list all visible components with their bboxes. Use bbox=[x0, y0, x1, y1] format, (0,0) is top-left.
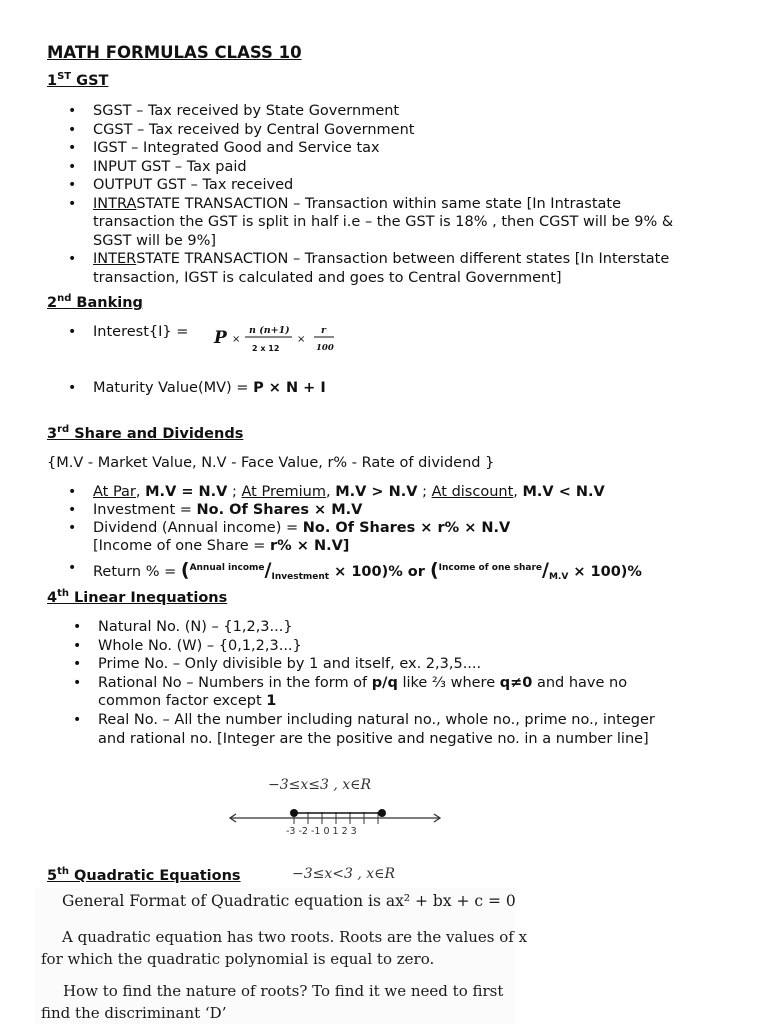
formula-times: × bbox=[297, 334, 306, 345]
investment-formula: No. Of Shares × M.V bbox=[196, 502, 363, 518]
list-item-text: Real No. – All the number including natural no., whole no., prime no., integer bbox=[98, 712, 655, 728]
heading-text: GST bbox=[71, 73, 109, 89]
heading-ordinal: th bbox=[57, 588, 69, 600]
list-item-text: Rational No – Numbers in the form of bbox=[98, 674, 372, 691]
inequality-closed: −3≤x≤3 , x∈R bbox=[268, 777, 372, 793]
nature-text-line: How to find the nature of roots? To find it we need to first bbox=[63, 982, 504, 1000]
formula-numerator: n (n+1) bbox=[249, 325, 290, 336]
bullet: • bbox=[73, 656, 82, 672]
list-item-maturity bbox=[68, 380, 326, 396]
list-item-text: IGST – Integrated Good and Service tax bbox=[93, 140, 380, 156]
list-item bbox=[73, 655, 482, 674]
at-par-relation: M.V = N.V bbox=[145, 484, 228, 500]
heading-text: Linear Inequations bbox=[69, 590, 228, 606]
return-denominator: Investment bbox=[271, 571, 330, 582]
heading-number: 5 bbox=[47, 868, 58, 884]
bullet: • bbox=[73, 712, 82, 728]
list-item-text: like ⅔ where bbox=[397, 674, 500, 691]
formula-rate: r bbox=[321, 325, 327, 336]
list-item-text: Natural No. (N) – {1,2,3...} bbox=[98, 619, 293, 635]
underlined-prefix: INTRA bbox=[93, 195, 137, 212]
maturity-formula: P × N + I bbox=[253, 380, 326, 396]
investment-label: Investment = bbox=[93, 502, 197, 518]
list-item-text: CGST – Tax received by Central Government bbox=[93, 121, 415, 138]
interest-formula-image bbox=[212, 320, 344, 358]
list-item-investment bbox=[68, 501, 363, 520]
dividend-formula: No. Of Shares × r% × N.V bbox=[302, 520, 511, 536]
list-item-text: and rational no. [Integer are the positive and negative no. in a number line] bbox=[98, 730, 649, 747]
list-item-interstate bbox=[68, 250, 670, 287]
roots-text-line: for which the quadratic polynomial is equal to zero. bbox=[41, 950, 435, 968]
return-label: Return % = bbox=[93, 563, 181, 580]
at-premium-relation: M.V > N.V bbox=[335, 484, 418, 500]
bullet: • bbox=[68, 251, 77, 267]
list-item bbox=[73, 618, 293, 637]
return-denominator: M.V bbox=[548, 571, 569, 582]
list-item-intrastate bbox=[68, 195, 674, 251]
formula-p: P bbox=[214, 328, 227, 348]
bullet: • bbox=[73, 637, 82, 654]
heading-number: 4 bbox=[47, 590, 58, 606]
at-discount-label: At discount bbox=[431, 484, 514, 500]
bullet: • bbox=[68, 177, 77, 193]
at-premium-label: At Premium bbox=[241, 484, 326, 500]
heading-text: Quadratic Equations bbox=[69, 868, 241, 884]
list-item-text: Prime No. – Only divisible by 1 and itself, ex. 2,3,5.... bbox=[98, 656, 482, 672]
list-item-return: • Return % = $(^{Annual income}/_{Investment} \times 100)\%$ or $(^{Income of one share}/_{M.V} \times 100)\%$ bbox=[68, 558, 642, 582]
return-numerator: Annual income bbox=[189, 563, 265, 573]
interest-label: Interest{I} = bbox=[93, 324, 189, 340]
return-middle: × 100)% or bbox=[329, 563, 430, 580]
list-item bbox=[73, 637, 302, 656]
heading-number: 2 bbox=[47, 295, 58, 311]
rational-condition: q≠0 bbox=[499, 674, 533, 691]
section-heading-banking bbox=[47, 295, 143, 311]
formula-hundred: 100 bbox=[316, 343, 334, 353]
list-item-text: transaction the GST is split in half i.e – the GST is 18% , then CGST will be 9% & bbox=[93, 214, 674, 230]
general-format-text: General Format of Quadratic equation is ax² + bx + c = 0 bbox=[62, 892, 516, 910]
heading-ordinal: rd bbox=[57, 424, 70, 436]
list-item-text: Whole No. (W) – {0,1,2,3...} bbox=[98, 637, 302, 654]
list-item-par-premium-discount: • At Par, M.V = N.V ; At Premium, M.V > N.V ; At discount, M.V < N.V bbox=[68, 484, 605, 500]
at-par-label: At Par bbox=[93, 484, 136, 500]
heading-number: 3 bbox=[47, 426, 58, 442]
number-line-image bbox=[224, 762, 464, 890]
roots-text-line: A quadratic equation has two roots. Roots are the values of x bbox=[62, 928, 528, 946]
list-item-text: SGST will be 9%] bbox=[93, 232, 217, 249]
heading-ordinal: nd bbox=[57, 293, 72, 305]
maturity-label: Maturity Value(MV) = bbox=[93, 380, 254, 396]
underlined-prefix: INTER bbox=[93, 251, 137, 267]
abbreviation-legend: {M.V - Market Value, N.V - Face Value, r% - Rate of dividend } bbox=[47, 455, 495, 471]
return-end: × 100)% bbox=[568, 563, 642, 580]
section-heading-shares bbox=[47, 426, 243, 442]
tick-labels: -3 -2 -1 0 1 2 3 bbox=[286, 826, 357, 837]
list-item-text: common factor except bbox=[98, 693, 267, 709]
bullet: • bbox=[68, 484, 77, 500]
section-heading-quadratic bbox=[47, 868, 241, 884]
formula-denominator: 2 x 12 bbox=[252, 344, 280, 353]
bullet: • bbox=[68, 324, 77, 340]
list-item-text: INPUT GST – Tax paid bbox=[93, 158, 247, 175]
formula-times: × bbox=[232, 334, 241, 345]
heading-ordinal: ST bbox=[57, 71, 72, 83]
list-item bbox=[68, 121, 415, 140]
bullet: • bbox=[73, 674, 82, 691]
list-item bbox=[68, 176, 294, 195]
rational-one: 1 bbox=[266, 693, 277, 709]
nature-text-line: find the discriminant ‘D’ bbox=[41, 1004, 227, 1022]
list-item-text: STATE TRANSACTION – Transaction between different states [In Interstate bbox=[136, 251, 670, 267]
list-item-interest bbox=[68, 324, 189, 340]
bullet: • bbox=[68, 502, 77, 518]
bullet: • bbox=[68, 560, 77, 576]
quadratic-scanned-image bbox=[35, 888, 528, 1024]
rational-form: p/q bbox=[371, 674, 398, 691]
income-label: [Income of one Share = bbox=[93, 538, 271, 554]
list-item bbox=[73, 674, 628, 711]
bullet: • bbox=[73, 619, 82, 635]
list-item-text: SGST – Tax received by State Government bbox=[93, 103, 400, 119]
bullet: • bbox=[68, 103, 77, 119]
bullet: • bbox=[68, 121, 77, 138]
income-formula: r% × N.V] bbox=[270, 538, 350, 554]
section-heading-gst bbox=[47, 73, 108, 89]
section-heading-linear bbox=[47, 590, 227, 606]
inequality-half-open: −3≤x<3 , x∈R bbox=[292, 866, 396, 882]
list-item bbox=[73, 711, 655, 748]
list-item bbox=[68, 158, 247, 177]
list-item-text: STATE TRANSACTION – Transaction within same state [In Intrastate bbox=[136, 195, 622, 212]
list-item bbox=[68, 102, 400, 121]
list-item-text: transaction, IGST is calculated and goes to Central Government] bbox=[93, 269, 562, 286]
at-discount-relation: M.V < N.V bbox=[522, 484, 605, 500]
heading-ordinal: th bbox=[57, 866, 69, 878]
heading-number: 1 bbox=[47, 73, 58, 89]
page-title: MATH FORMULAS CLASS 10 bbox=[47, 43, 302, 62]
dividend-label: Dividend (Annual income) = bbox=[93, 520, 303, 536]
list-item bbox=[68, 139, 380, 158]
list-item-text: OUTPUT GST – Tax received bbox=[93, 177, 294, 193]
bullet: • bbox=[68, 380, 77, 396]
bullet: • bbox=[68, 195, 77, 212]
return-numerator: Income of one share bbox=[438, 563, 542, 573]
income-note bbox=[93, 537, 349, 556]
bullet: • bbox=[68, 158, 77, 175]
heading-text: Banking bbox=[71, 295, 143, 311]
list-item-text: and have no bbox=[532, 674, 628, 691]
bullet: • bbox=[68, 140, 77, 156]
heading-text: Share and Dividends bbox=[69, 426, 244, 442]
list-item-dividend bbox=[68, 519, 511, 538]
bullet: • bbox=[68, 520, 77, 536]
